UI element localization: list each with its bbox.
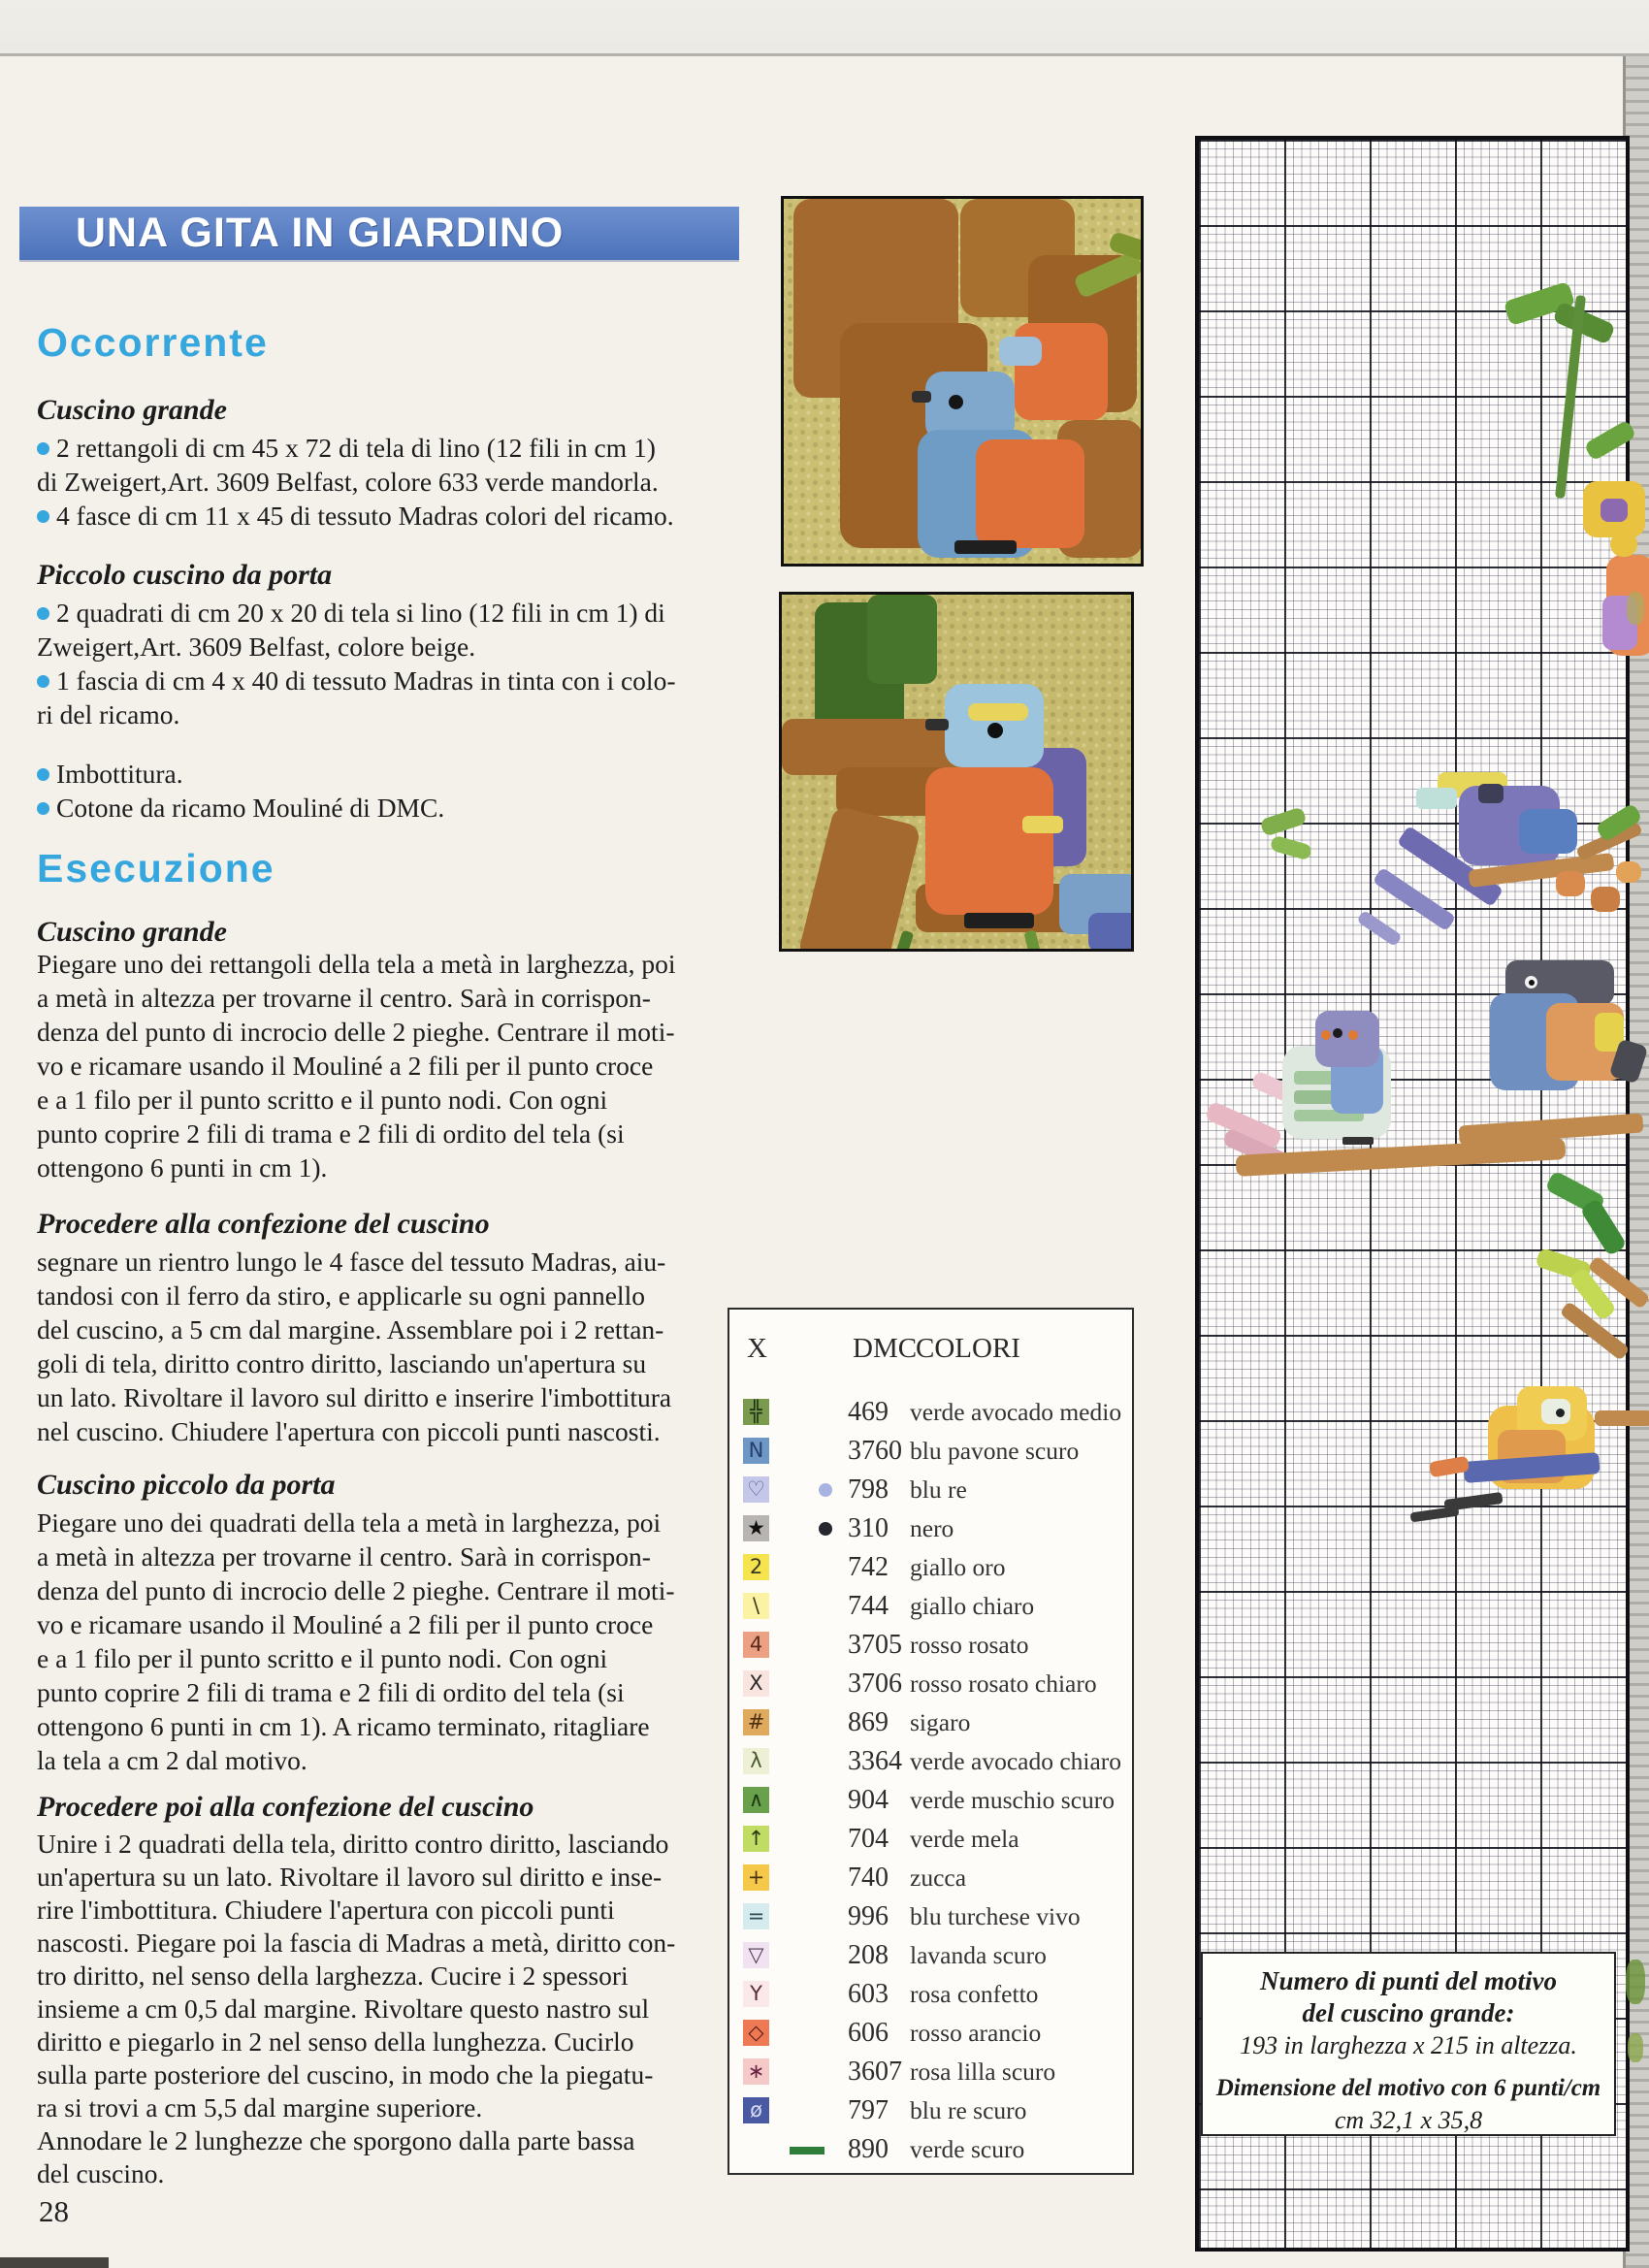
text-line: e a 1 filo per il punto scritto e il punto nodi. Con ogni (37, 1643, 608, 1673)
bullet-line: Imbottitura. (37, 757, 444, 791)
info-line-2: del cuscino grande: (1302, 1998, 1515, 2027)
bullet-line: 2 quadrati di cm 20 x 20 di tela si lino (12 fili in cm 1) di (37, 596, 675, 630)
bullet-line: di Zweigert,Art. 3609 Belfast, colore 633 verde mandorla. (37, 467, 659, 497)
text-line: nascosti. Piegare poi la fascia di Madras a metà, diritto con- (37, 1928, 676, 1958)
color-name: rosa lilla scuro (910, 2057, 1056, 2086)
artwork-shape (1616, 861, 1641, 883)
text-line: del cuscino, a 5 cm dal margine. Assemblare poi i 2 rettan- (37, 1314, 664, 1345)
artwork-shape (1023, 929, 1048, 952)
esecuzione-sub3: Cuscino piccolo da porta (37, 1469, 336, 1501)
stitch-symbol-icon: X (743, 1670, 769, 1697)
legend-row (729, 2091, 1132, 2130)
text-line: diritto e piegarlo in 2 nel senso della lunghezza. Cucirlo (37, 2026, 634, 2057)
color-name: verde mela (910, 1825, 1019, 1853)
color-name: giallo oro (910, 1553, 1006, 1581)
text-line: la tela a cm 2 dal motivo. (37, 1745, 307, 1775)
esecuzione-sub2: Procedere alla confezione del cuscino (37, 1208, 490, 1240)
artwork-shape (1348, 1030, 1358, 1040)
artwork-shape (1519, 809, 1577, 854)
legend-row (729, 1859, 1132, 1897)
artwork-shape (1583, 419, 1636, 461)
bullet-line: Cotone da ricamo Mouliné di DMC. (37, 791, 444, 825)
stitch-symbol-icon: ø (743, 2097, 769, 2123)
color-name: verde scuro (910, 2135, 1025, 2163)
color-name: giallo chiaro (910, 1592, 1035, 1620)
materials-extra (37, 757, 444, 825)
legend-row (729, 1665, 1132, 1703)
text-line: sulla parte posteriore del cuscino, in modo che la piegatu- (37, 2059, 654, 2090)
esecuzione-sub1: Cuscino grande (37, 916, 227, 948)
text-line: ottengono 6 punti in cm 1). A ricamo terminato, ritagliare (37, 1711, 650, 1741)
bullet-dot-icon (37, 675, 49, 688)
cuscino-grande-materials (37, 431, 674, 533)
artwork-shape (912, 391, 931, 403)
text-line: segnare un rientro lungo le 4 fasce del tessuto Madras, aiu- (37, 1247, 666, 1277)
color-name: blu turchese vivo (910, 1902, 1081, 1930)
esecuzione-para4 (37, 1828, 675, 2190)
legend-row (729, 1626, 1132, 1665)
info-line-1: Numero di punti del motivo (1259, 1966, 1558, 1995)
legend-row (729, 2014, 1132, 2053)
stitch-symbol-icon: N (743, 1438, 769, 1464)
esecuzione-para3 (37, 1506, 675, 1777)
color-name: nero (910, 1514, 954, 1542)
artwork-shape (797, 805, 922, 952)
text-line: vo e ricamare usando il Mouliné a 2 fili per il punto croce (37, 1051, 654, 1081)
info-line-4: Dimensione del motivo con 6 punti/cm (1215, 2075, 1601, 2101)
dmc-number: 3760 (848, 1436, 902, 1466)
text-line: insieme a cm 0,5 dal margine. Rivoltare questo nastro sul (37, 1993, 650, 2024)
artwork-shape (1610, 532, 1637, 557)
text-line: vo e ricamare usando il Mouliné a 2 fili per il punto croce (37, 1609, 654, 1639)
cross-stitch-pattern-grid (1195, 136, 1630, 2252)
cross-stitch-photo-2 (779, 592, 1134, 952)
dmc-number: 904 (848, 1785, 889, 1815)
legend-row (729, 1820, 1132, 1859)
pattern-info-box (1201, 1952, 1616, 2136)
artwork-shape (1416, 788, 1457, 809)
esecuzione-para2 (37, 1245, 671, 1448)
legend-row (729, 1587, 1132, 1626)
stitch-symbol-icon: ◇ (743, 2020, 769, 2046)
stitch-symbol-icon: ∧ (743, 1787, 769, 1813)
edge-smudge (1626, 1960, 1645, 2004)
stitch-symbol-icon: ♡ (743, 1476, 769, 1503)
artwork-shape (968, 703, 1028, 721)
legend-row (729, 1471, 1132, 1509)
bullet-line: 2 rettangoli di cm 45 x 72 di tela di lino (12 fili in cm 1) (37, 431, 674, 465)
color-name: sigaro (910, 1708, 971, 1736)
occorrente-heading: Occorrente (37, 320, 269, 365)
info-line-3: 193 in larghezza x 215 in altezza. (1240, 2031, 1577, 2059)
scan-top-strip (0, 0, 1649, 54)
artwork-shape (1333, 1028, 1342, 1038)
bullet-dot-icon (37, 510, 49, 523)
page-title: UNA GITA IN GIARDINO (76, 210, 565, 256)
piccolo-cuscino-subheading: Piccolo cuscino da porta (37, 559, 333, 591)
stitch-symbol-icon: ∗ (743, 2058, 769, 2085)
text-line: punto coprire 2 fili di trama e 2 fili di ordito del tela (si (37, 1677, 625, 1707)
text-line: e a 1 filo per il punto scritto e il punto nodi. Con ogni (37, 1085, 608, 1115)
artwork-shape (1373, 867, 1456, 931)
artwork-shape (1591, 887, 1620, 912)
stitch-symbol-icon: ★ (743, 1515, 769, 1541)
stitch-symbol-icon: ╬ (743, 1399, 769, 1425)
color-name: blu re scuro (910, 2096, 1027, 2124)
artwork-shape (1088, 913, 1134, 952)
text-line: Annodare le 2 lunghezze che sporgono dalla parte bassa (37, 2125, 635, 2155)
text-line: un lato. Rivoltare il lavoro sul diritto e inserire l'imbottitura (37, 1382, 672, 1412)
legend-row (729, 1975, 1132, 2014)
artwork-shape (1236, 1138, 1567, 1177)
legend-row (729, 1781, 1132, 1820)
artwork-shape (1529, 980, 1535, 986)
artwork-shape (1259, 806, 1307, 836)
dmc-number: 869 (848, 1707, 889, 1737)
page-number: 28 (39, 2194, 69, 2228)
title-banner (19, 207, 739, 260)
artwork-shape (1595, 1410, 1649, 1426)
text-line: Piegare uno dei rettangoli della tela a metà in larghezza, poi (37, 949, 676, 979)
french-knot-icon (819, 1483, 832, 1497)
dmc-number: 3706 (848, 1669, 902, 1699)
artwork-shape (1556, 871, 1585, 896)
color-name: blu pavone scuro (910, 1437, 1080, 1465)
artwork-shape (999, 337, 1042, 366)
dmc-number: 704 (848, 1824, 889, 1854)
legend-col-symbol: X (747, 1333, 767, 1364)
artwork-shape (1600, 499, 1628, 522)
color-name: rosa confetto (910, 1980, 1039, 2008)
info-line-5: cm 32,1 x 35,8 (1334, 2106, 1483, 2134)
text-line: un'apertura su un lato. Rivoltare il lavoro sul diritto e inse- (37, 1862, 663, 1892)
bullet-dot-icon (37, 802, 49, 815)
artwork-shape (1478, 784, 1504, 803)
bullet-dot-icon (37, 607, 49, 620)
dmc-number: 310 (848, 1513, 889, 1543)
artwork-shape (1579, 1198, 1627, 1257)
cross-stitch-photo-1 (781, 196, 1144, 567)
cuscino-grande-subheading: Cuscino grande (37, 394, 227, 426)
color-name: rosso rosato (910, 1631, 1029, 1659)
dmc-number: 469 (848, 1397, 889, 1427)
dmc-number: 797 (848, 2095, 889, 2125)
dmc-number: 3607 (848, 2057, 902, 2087)
color-name: blu re (910, 1475, 967, 1504)
edge-smudge (1627, 592, 1644, 625)
scan-top-edge-line (0, 53, 1649, 56)
color-name: verde avocado chiaro (910, 1747, 1122, 1775)
artwork-shape (1410, 1507, 1460, 1523)
artwork-shape (987, 723, 1003, 738)
bullet-line: 1 fascia di cm 4 x 40 di tessuto Madras in tinta con i colo- (37, 664, 675, 697)
text-line: punto coprire 2 fili di trama e 2 fili di ordito del tela (si (37, 1118, 625, 1149)
legend-row (729, 1432, 1132, 1471)
edge-smudge (1628, 2033, 1643, 2062)
legend-col-colori: COLORI (916, 1333, 1020, 1364)
bullet-line: 4 fasce di cm 11 x 45 di tessuto Madras colori del ricamo. (37, 499, 674, 533)
artwork-shape (949, 395, 963, 409)
dmc-number: 740 (848, 1863, 889, 1893)
dmc-number: 798 (848, 1474, 889, 1505)
french-knot-icon (819, 1522, 832, 1536)
legend-row (729, 1703, 1132, 1742)
text-line: ra si trovi a cm 5,5 dal margine superiore. (37, 2092, 483, 2122)
stitch-symbol-icon: λ (743, 1748, 769, 1774)
text-line: ottengono 6 punti in cm 1). (37, 1152, 328, 1183)
stitch-symbol-icon: Y (743, 1981, 769, 2007)
bullet-dot-icon (37, 768, 49, 781)
legend-row (729, 2053, 1132, 2091)
legend-row (729, 1742, 1132, 1781)
legend-col-dmc: DMC (853, 1333, 918, 1364)
dmc-number: 744 (848, 1591, 889, 1621)
bullet-line: Zweigert,Art. 3609 Belfast, colore beige. (37, 632, 476, 662)
artwork-shape (954, 540, 1017, 554)
artwork-shape (1321, 1030, 1331, 1040)
text-line: denza del punto di incrocio delle 2 pieghe. Centrare il moti- (37, 1575, 675, 1605)
piccolo-cuscino-materials (37, 596, 675, 731)
text-line: denza del punto di incrocio delle 2 pieghe. Centrare il moti- (37, 1017, 675, 1047)
stitch-symbol-icon: 4 (743, 1632, 769, 1658)
artwork-shape (925, 767, 1053, 915)
color-name: rosso rosato chiaro (910, 1669, 1097, 1698)
text-line: a metà in altezza per trovarne il centro. Sarà in corrispon- (37, 983, 651, 1013)
artwork-shape (1556, 1409, 1565, 1417)
text-line: tandosi con il ferro da stiro, e applicarle su ogni pannello (37, 1280, 645, 1311)
text-line: a metà in altezza per trovarne il centro. Sarà in corrispon- (37, 1541, 651, 1571)
stitch-symbol-icon: \ (743, 1593, 769, 1619)
artwork-shape (1022, 816, 1063, 833)
dmc-number: 996 (848, 1901, 889, 1931)
bullet-line: ri del ricamo. (37, 699, 180, 729)
color-name: verde muschio scuro (910, 1786, 1116, 1814)
color-name: lavanda scuro (910, 1941, 1047, 1969)
color-name: rosso arancio (910, 2019, 1042, 2047)
artwork-shape (964, 913, 1034, 928)
pattern-motifs (1199, 140, 1626, 2248)
text-line: Unire i 2 quadrati della tela, diritto contro diritto, lasciando (37, 1829, 669, 1859)
dmc-number: 606 (848, 2018, 889, 2048)
text-line: del cuscino. (37, 2158, 165, 2188)
esecuzione-para1 (37, 947, 675, 1184)
legend-row (729, 1548, 1132, 1587)
color-name: zucca (910, 1863, 967, 1892)
legend-row (729, 1509, 1132, 1548)
scan-bottom-shadow (0, 2257, 109, 2268)
artwork-shape (1356, 910, 1403, 947)
stitch-symbol-icon: ▽ (743, 1942, 769, 1968)
stitch-symbol-icon: = (743, 1903, 769, 1929)
dmc-number: 742 (848, 1552, 889, 1582)
legend-row (729, 1936, 1132, 1975)
bullet-dot-icon (37, 442, 49, 455)
artwork-shape (1342, 1137, 1374, 1145)
esecuzione-sub4: Procedere poi alla confezione del cuscino (37, 1791, 534, 1823)
color-legend-table (728, 1308, 1134, 2175)
dmc-number: 3364 (848, 1746, 902, 1776)
legend-row (729, 1393, 1132, 1432)
dmc-number: 603 (848, 1979, 889, 2009)
stitch-symbol-icon: 2 (743, 1554, 769, 1580)
stitch-symbol-icon: ↑ (743, 1826, 769, 1852)
text-line: Piegare uno dei quadrati della tela a metà in larghezza, poi (37, 1507, 662, 1538)
dmc-number: 208 (848, 1940, 889, 1970)
stitch-symbol-icon: + (743, 1864, 769, 1891)
text-line: goli di tela, diritto contro diritto, lasciando un'apertura su (37, 1348, 647, 1378)
text-line: tro diritto, nel senso della larghezza. Cucire i 2 spessori (37, 1960, 629, 1991)
artwork-shape (976, 439, 1084, 548)
backstitch-line-icon (790, 2147, 824, 2155)
dmc-number: 890 (848, 2134, 889, 2164)
dmc-number: 3705 (848, 1630, 902, 1660)
text-line: rire l'imbottitura. Chiudere l'apertura con piccoli punti (37, 1895, 615, 1925)
legend-row (729, 1897, 1132, 1936)
color-name: verde avocado medio (910, 1398, 1122, 1426)
stitch-symbol-icon: # (743, 1709, 769, 1735)
artwork-shape (1270, 835, 1313, 861)
artwork-shape (925, 719, 949, 730)
esecuzione-heading: Esecuzione (37, 846, 275, 891)
artwork-shape (867, 595, 937, 684)
text-line: nel cuscino. Chiudere l'apertura con piccoli punti nascosti. (37, 1416, 661, 1446)
legend-row (729, 2130, 1132, 2169)
